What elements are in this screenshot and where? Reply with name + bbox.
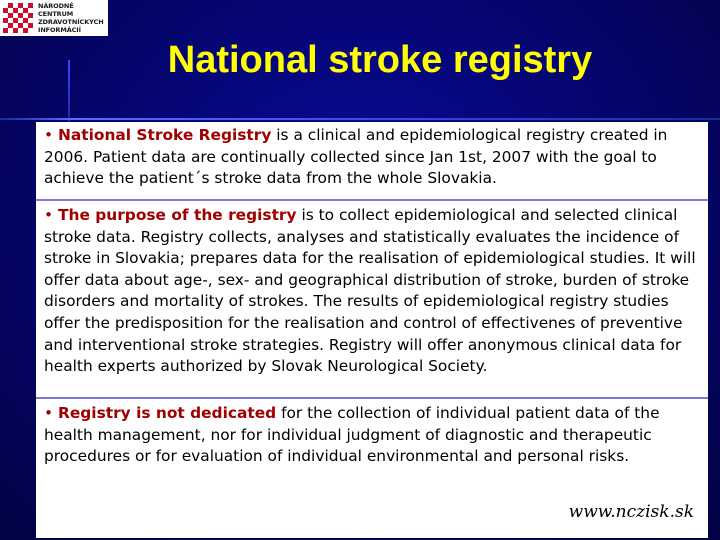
footer-url: www.nczisk.sk [568, 502, 694, 522]
section-registry-limits [36, 400, 708, 480]
checkered-cross-icon [3, 3, 33, 33]
section-text: is a clinical and epidemiological registry created in 2006. Patient data are continually collected since Jan 1st, 2007 with the goal to achieve the patient´s stroke data from the whole Slovakia. [44, 126, 668, 188]
logo-line: INFORMÁCIÍ [38, 26, 81, 34]
decorative-horizontal-line [0, 118, 720, 120]
section-text: is to collect epidemiological and selected clinical stroke data. Registry collects, analyses and statistically evaluates the incidence of stroke in Slovakia; prepares data for the realisation of epidemiological studies. It will offer data about age-, sex- and geographical distribution of stroke, burden of stroke disorders and mortality of strokes. The results of epidemiological registry studies offer the predisposition for the realisation and control of effectivenes of preventive and interventional stroke strategies. Registry will offer anonymous clinical data for health experts authorized by Slovak Neurological Society. [44, 206, 696, 376]
logo-line: CENTRUM [38, 10, 74, 18]
section-highlight: Registry is not dedicated [57, 404, 277, 422]
logo-line: NÁRODNÉ [38, 2, 74, 10]
logo-line: ZDRAVOTNÍCKYCH [38, 18, 104, 26]
section-divider [36, 199, 708, 201]
section-highlight: The purpose of the registry [57, 206, 297, 224]
content-panel [36, 122, 708, 538]
slide-title: National stroke registry [167, 39, 593, 81]
section-divider [36, 397, 708, 399]
bullet-icon: • [44, 404, 54, 422]
section-registry-intro [36, 122, 708, 198]
bullet-icon: • [44, 206, 54, 224]
bullet-icon: • [44, 126, 54, 144]
section-highlight: National Stroke Registry [57, 126, 272, 144]
section-registry-purpose [36, 202, 708, 382]
nczi-logo [0, 0, 108, 36]
logo-text [38, 2, 104, 34]
section-text: for the collection of individual patient data of the health management, nor for individual judgment of diagnostic and therapeutic procedures or for evaluation of individual environmental and personal risks. [44, 404, 660, 466]
